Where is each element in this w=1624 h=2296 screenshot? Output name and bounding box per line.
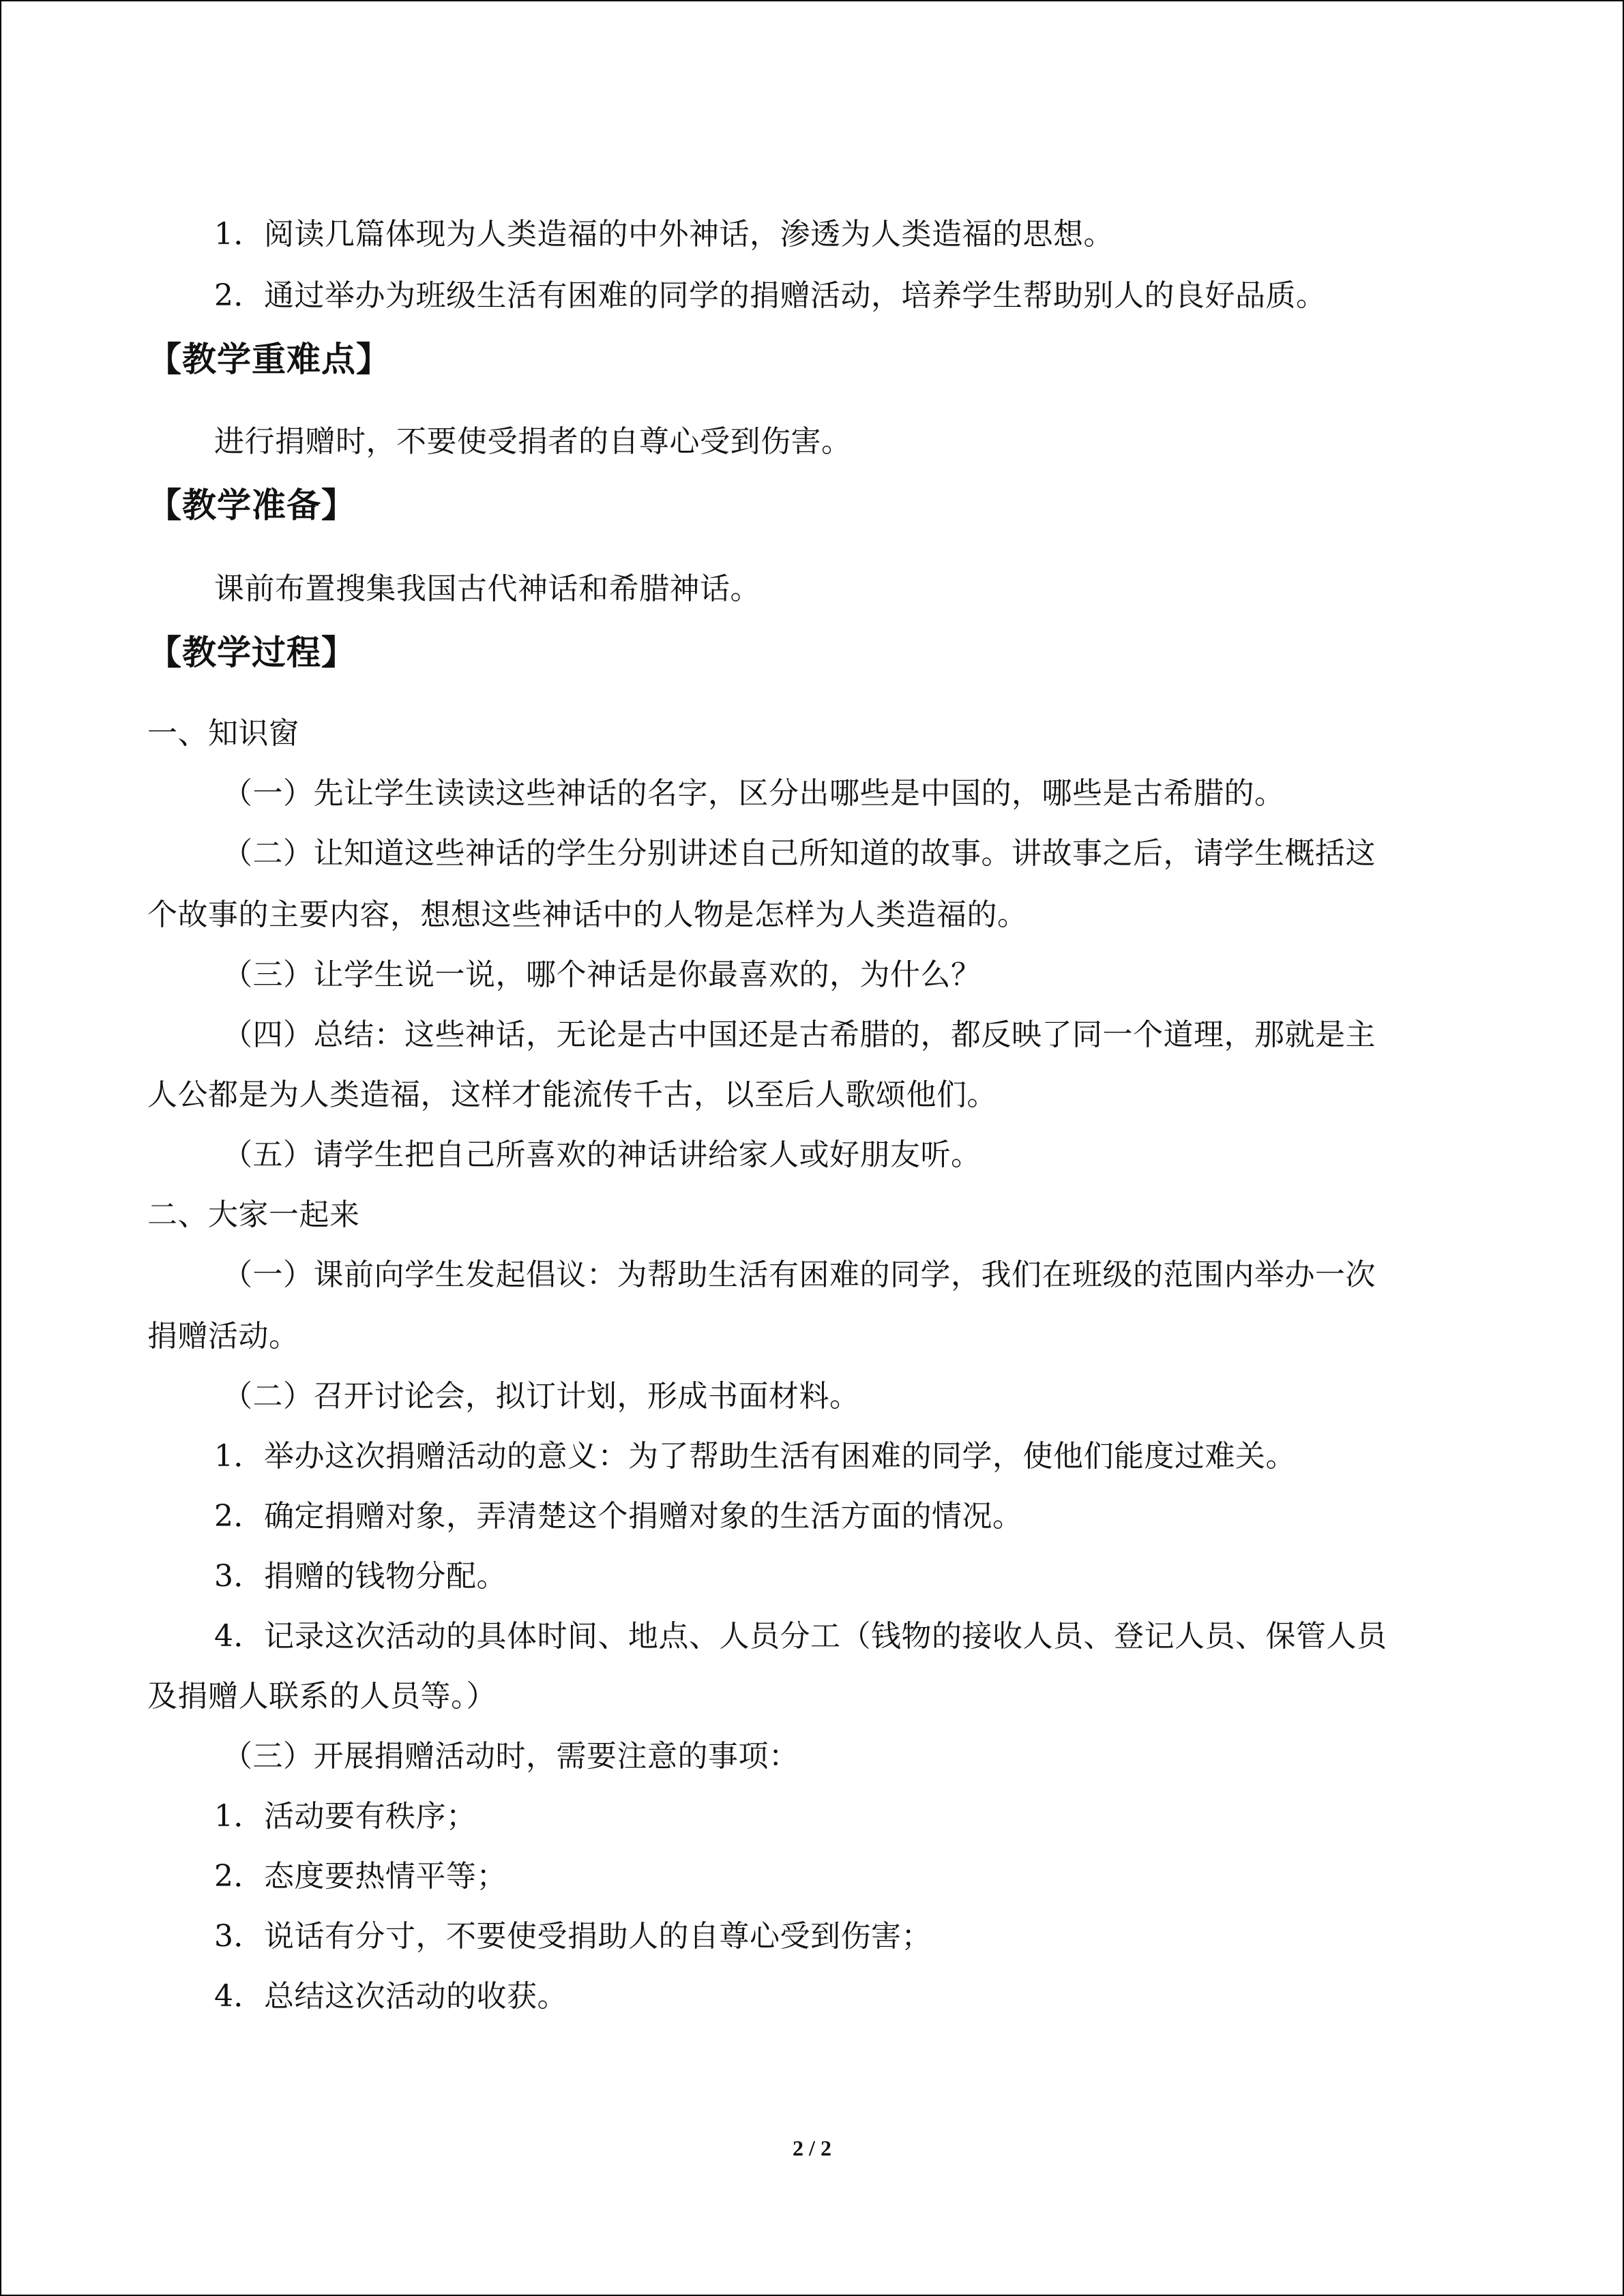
section-1-title: 一、知识窗 <box>147 716 299 751</box>
section-2-item-3: （三）开展捐赠活动时，需要注意的事项： <box>222 1739 799 1774</box>
section-1-item-3: （三）让学生说一说，哪个神话是你最喜欢的，为什么？ <box>222 957 981 992</box>
note-item-3: 3．说话有分寸，不要使受捐助人的自尊心受到伤害； <box>214 1919 932 1954</box>
section-1-item-4-line-1: （四）总结：这些神话，无论是古中国还是古希腊的，都反映了同一个道理，那就是主 <box>222 1017 1376 1052</box>
section-2-item-2: （二）召开讨论会，拟订计划，形成书面材料。 <box>222 1379 860 1414</box>
preparation-text: 课前布置搜集我国古代神话和希腊神话。 <box>214 571 761 606</box>
plan-item-2: 2．确定捐赠对象，弄清楚这个捐赠对象的生活方面的情况。 <box>214 1499 1023 1534</box>
heading-preparation: 【教学准备】 <box>147 486 356 525</box>
section-2-title: 二、大家一起来 <box>147 1197 360 1232</box>
note-item-4: 4．总结这次活动的收获。 <box>214 1979 567 2014</box>
section-2-item-1-line-1: （一）课前向学生发起倡议：为帮助生活有困难的同学，我们在班级的范围内举办一次 <box>222 1257 1376 1292</box>
plan-item-3: 3．捐赠的钱物分配。 <box>214 1559 507 1594</box>
heading-process: 【教学过程】 <box>147 633 356 672</box>
plan-item-4-line-2: 及捐赠人联系的人员等。） <box>147 1679 497 1714</box>
note-item-1: 1．活动要有秩序； <box>214 1799 477 1834</box>
page-number: 2 / 2 <box>793 2136 831 2160</box>
section-1-item-5: （五）请学生把自己所喜欢的神话讲给家人或好朋友听。 <box>222 1137 981 1172</box>
objective-2: 2．通过举办为班级生活有困难的同学的捐赠活动，培养学生帮助别人的良好品质。 <box>214 278 1327 313</box>
section-1-item-2-line-1: （二）让知道这些神话的学生分别讲述自己所知道的故事。讲故事之后，请学生概括这 <box>222 836 1376 871</box>
section-1-item-2-line-2: 个故事的主要内容，想想这些神话中的人物是怎样为人类造福的。 <box>147 897 1028 932</box>
key-points-text: 进行捐赠时，不要使受捐者的自尊心受到伤害。 <box>214 424 852 459</box>
note-item-2: 2．态度要热情平等； <box>214 1859 507 1894</box>
objective-1: 1．阅读几篇体现为人类造福的中外神话，渗透为人类造福的思想。 <box>214 217 1114 252</box>
heading-key-points: 【教学重难点】 <box>147 340 391 379</box>
section-1-item-1: （一）先让学生读读这些神话的名字，区分出哪些是中国的，哪些是古希腊的。 <box>222 776 1285 811</box>
section-1-item-4-line-2: 人公都是为人类造福，这样才能流传千古，以至后人歌颂他们。 <box>147 1077 997 1112</box>
plan-item-1: 1．举办这次捐赠活动的意义：为了帮助生活有困难的同学，使他们能度过难关。 <box>214 1439 1296 1474</box>
plan-item-4-line-1: 4．记录这次活动的具体时间、地点、人员分工（钱物的接收人员、登记人员、保管人员 <box>214 1619 1387 1654</box>
section-2-item-1-line-2: 捐赠活动。 <box>147 1319 299 1354</box>
